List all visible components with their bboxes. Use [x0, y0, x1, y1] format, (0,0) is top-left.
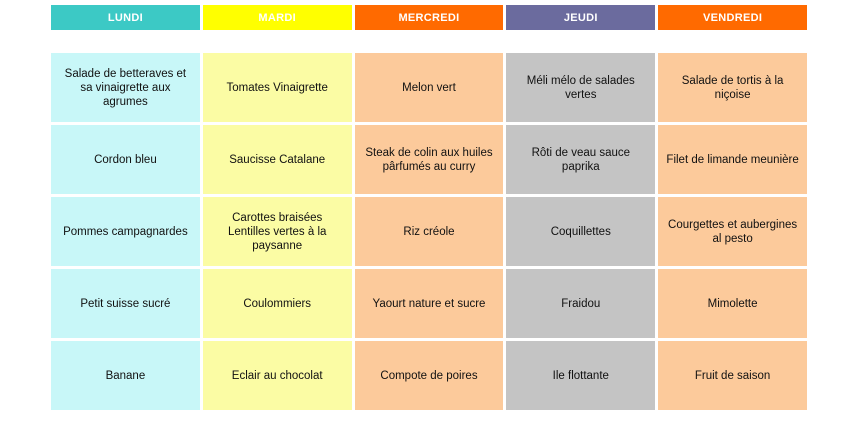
menu-cell: Filet de limande meunière	[658, 125, 807, 194]
day-header-jeudi: JEUDI	[506, 5, 655, 30]
menu-cell: Carottes braisées Lentilles vertes à la paysanne	[203, 197, 352, 266]
menu-cell: Rôti de veau sauce paprika	[506, 125, 655, 194]
menu-grid	[51, 53, 807, 410]
menu-cell: Petit suisse sucré	[51, 269, 200, 338]
menu-cell: Fraidou	[506, 269, 655, 338]
menu-cell: Pommes campagnardes	[51, 197, 200, 266]
menu-cell: Eclair au chocolat	[203, 341, 352, 410]
menu-cell: Yaourt nature et sucre	[355, 269, 504, 338]
menu-cell: Coulommiers	[203, 269, 352, 338]
menu-cell: Mimolette	[658, 269, 807, 338]
menu-cell: Saucisse Catalane	[203, 125, 352, 194]
menu-cell: Melon vert	[355, 53, 504, 122]
menu-cell: Coquillettes	[506, 197, 655, 266]
day-column-mercredi	[355, 53, 504, 410]
day-column-jeudi	[506, 53, 655, 410]
menu-cell: Tomates Vinaigrette	[203, 53, 352, 122]
menu-cell: Ile flottante	[506, 341, 655, 410]
menu-cell: Steak de colin aux huiles pârfumés au curry	[355, 125, 504, 194]
day-column-vendredi	[658, 53, 807, 410]
menu-cell: Fruit de saison	[658, 341, 807, 410]
menu-cell: Banane	[51, 341, 200, 410]
day-header-vendredi: VENDREDI	[658, 5, 807, 30]
menu-header-row	[51, 5, 807, 30]
menu-cell: Compote de poires	[355, 341, 504, 410]
day-header-lundi: LUNDI	[51, 5, 200, 30]
menu-cell: Salade de tortis à la niçoise	[658, 53, 807, 122]
day-header-mercredi: MERCREDI	[355, 5, 504, 30]
menu-cell: Cordon bleu	[51, 125, 200, 194]
menu-cell: Méli mélo de salades vertes	[506, 53, 655, 122]
day-column-lundi	[51, 53, 200, 410]
menu-cell: Salade de betteraves et sa vinaigrette aux agrumes	[51, 53, 200, 122]
menu-cell: Courgettes et aubergines al pesto	[658, 197, 807, 266]
day-header-mardi: MARDI	[203, 5, 352, 30]
day-column-mardi	[203, 53, 352, 410]
menu-cell: Riz créole	[355, 197, 504, 266]
